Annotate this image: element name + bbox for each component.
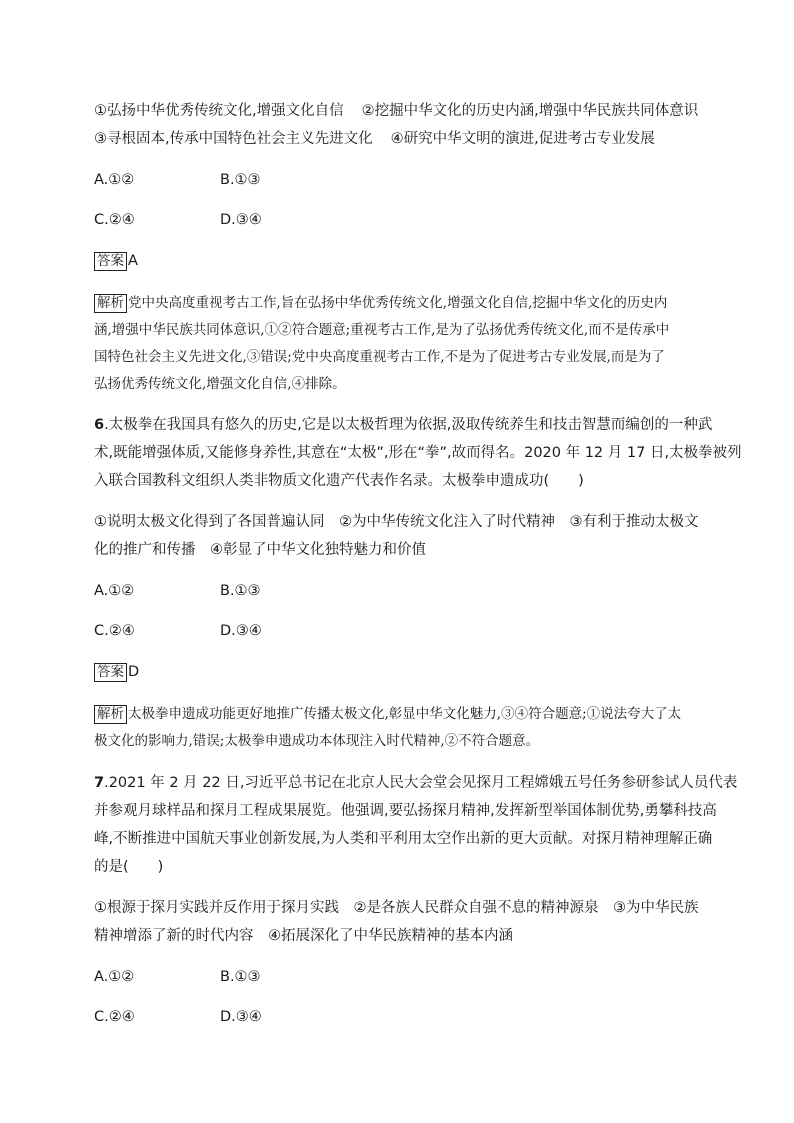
q5-option-a[interactable]: A.①② bbox=[94, 172, 135, 188]
q6-analysis-text-1: 太极拳申遗成功能更好地推广传播太极文化,彰显中华文化魅力,③④符合题意;①说法夸大了太 bbox=[128, 706, 682, 722]
q7-option-a[interactable]: A.①② bbox=[94, 969, 135, 985]
q6-stem-line-3: 入联合国教科文组织人类非物质文化遗产代表作名录。太极拳申遗成功( ) bbox=[94, 473, 584, 489]
q5-answer bbox=[94, 251, 138, 271]
q5-statement-2: ②挖掘中华文化的历史内涵,增强中华民族共同体意识 bbox=[361, 103, 699, 119]
q5-option-c[interactable]: C.②④ bbox=[94, 212, 135, 228]
q5-statements-line-1 bbox=[94, 101, 698, 121]
q7-stem-line-3: 峰,不断推进中国航天事业创新发展,为人类和平利用太空作出新的更大贡献。对探月精神理解正确 bbox=[94, 831, 713, 847]
q7-option-d[interactable]: D.③④ bbox=[220, 1009, 262, 1025]
q6-answer bbox=[94, 662, 139, 682]
q7-option-b[interactable]: B.①③ bbox=[220, 969, 261, 985]
q7-stem-line-1 bbox=[94, 773, 737, 793]
q5-analysis-line-4: 弘扬优秀传统文化,增强文化自信,④排除。 bbox=[94, 376, 346, 392]
q7-option-c[interactable]: C.②④ bbox=[94, 1009, 135, 1025]
q7-statements-line-1: ①根源于探月实践并反作用于探月实践 ②是各族人民群众自强不息的精神源泉 ③为中华民族 bbox=[94, 900, 699, 916]
q6-statements-line-1: ①说明太极文化得到了各国普遍认同 ②为中华传统文化注入了时代精神 ③有利于推动太极文 bbox=[94, 514, 699, 530]
q7-statements-line-2: 精神增添了新的时代内容 ④拓展深化了中华民族精神的基本内涵 bbox=[94, 928, 513, 944]
q6-statements-line-2: 化的推广和传播 ④彰显了中华文化独特魅力和价值 bbox=[94, 542, 426, 558]
q6-number: 6 bbox=[94, 417, 105, 433]
q7-stem-line-2: 并参观月球样品和探月工程成果展览。他强调,要弘扬探月精神,发挥新型举国体制优势,勇攀科技高 bbox=[94, 803, 717, 819]
q6-stem-text-1: .太极拳在我国具有悠久的历史,它是以太极哲理为依据,汲取传统养生和技击智慧而编创的一种武 bbox=[104, 417, 713, 433]
q6-option-c[interactable]: C.②④ bbox=[94, 623, 135, 639]
answer-label: 答案 bbox=[94, 252, 127, 271]
q6-stem-line-2: 术,既能增强体质,又能修身养性,其意在“太极”,形在“拳”,故而得名。2020 年 12 月 17 日,太极拳被列 bbox=[94, 445, 742, 461]
q5-answer-value: A bbox=[128, 253, 138, 269]
q5-analysis-text-1: 党中央高度重视考古工作,旨在弘扬中华优秀传统文化,增强文化自信,挖掘中华文化的历史内 bbox=[128, 295, 668, 311]
q7-stem-text-1: .2021 年 2 月 22 日,习近平总书记在北京人民大会堂会见探月工程嫦娥五号任务参研参试人员代表 bbox=[104, 775, 738, 791]
q5-statements-line-2 bbox=[94, 129, 655, 149]
answer-label: 答案 bbox=[94, 663, 127, 682]
q6-answer-value: D bbox=[128, 664, 140, 680]
q6-analysis-line-1 bbox=[94, 704, 681, 724]
q7-number: 7 bbox=[94, 775, 105, 791]
q6-analysis-line-2: 极文化的影响力,错误;太极拳申遗成功本体现注入时代精神,②不符合题意。 bbox=[94, 733, 540, 749]
q6-option-d[interactable]: D.③④ bbox=[220, 623, 262, 639]
q6-stem-line-1 bbox=[94, 415, 712, 435]
q5-analysis-line-3: 国特色社会主义先进文化,③错误;党中央高度重视考古工作,不是为了促进考古专业发展,而是为了 bbox=[94, 349, 665, 365]
q6-option-b[interactable]: B.①③ bbox=[220, 583, 261, 599]
q5-analysis-line-2: 涵,增强中华民族共同体意识,①②符合题意;重视考古工作,是为了弘扬优秀传统文化,而不是传承中 bbox=[94, 322, 670, 338]
analysis-label: 解析 bbox=[94, 705, 127, 724]
q7-stem-line-4: 的是( ) bbox=[94, 859, 164, 875]
q5-option-b[interactable]: B.①③ bbox=[220, 172, 261, 188]
q5-analysis-line-1 bbox=[94, 293, 667, 313]
q5-statement-1: ①弘扬中华优秀传统文化,增强文化自信 bbox=[94, 103, 344, 119]
q5-option-d[interactable]: D.③④ bbox=[220, 212, 262, 228]
q5-statement-3: ③寻根固本,传承中国特色社会主义先进文化 bbox=[94, 131, 373, 147]
analysis-label: 解析 bbox=[94, 294, 127, 313]
q6-option-a[interactable]: A.①② bbox=[94, 583, 135, 599]
q5-statement-4: ④研究中华文明的演进,促进考古专业发展 bbox=[390, 131, 655, 147]
